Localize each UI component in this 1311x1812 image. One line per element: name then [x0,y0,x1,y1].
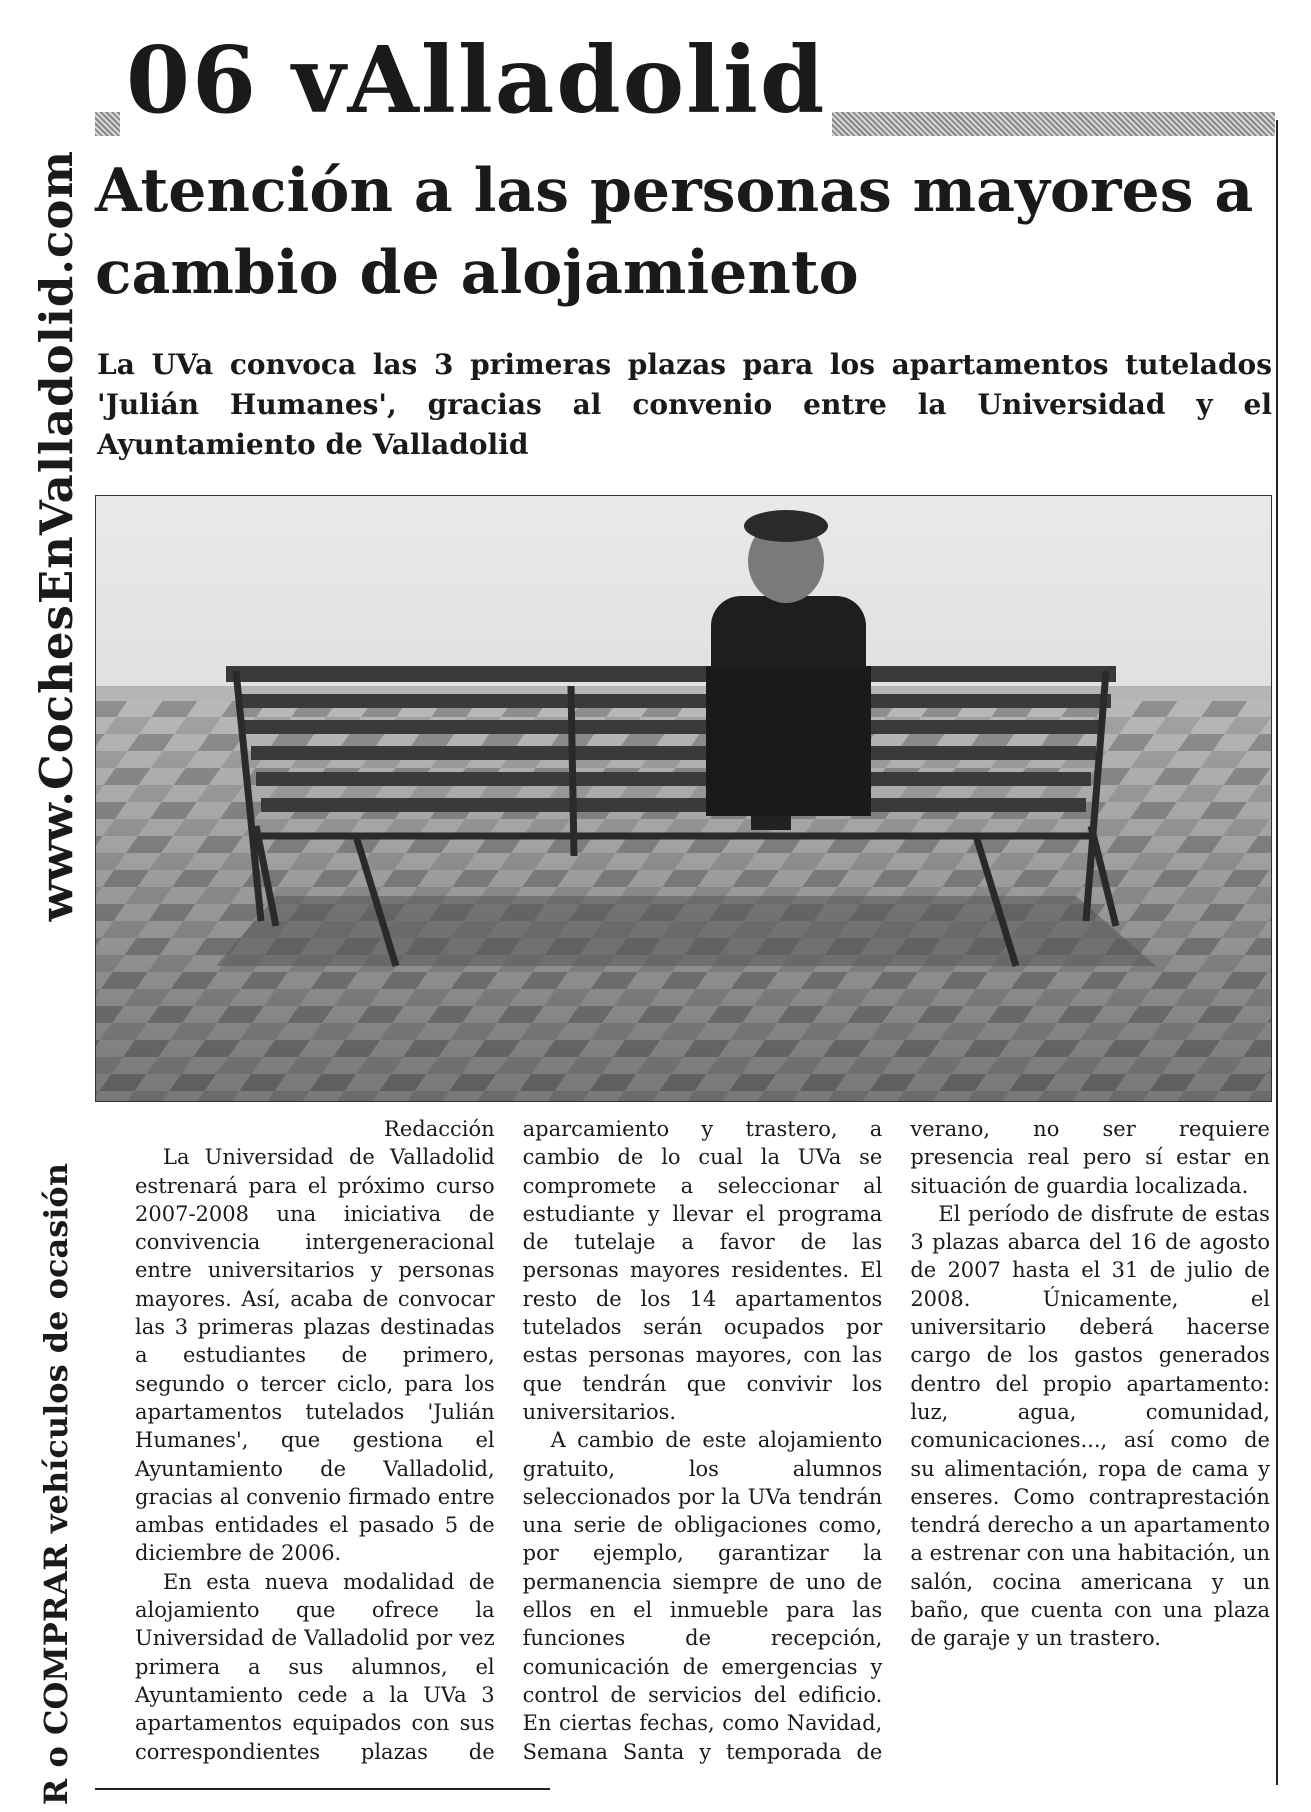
article-headline: Atención a las personas mayores a cambio de alojamiento [95,156,1254,308]
article-paragraph: El período de disfrute de estas 3 plazas abarca del 16 de agosto de 2007 hasta el 31 de julio de 2008. Únicamente, el universitario deberá hacerse cargo de los gastos generados dentro del propio apartamento: luz, agua, comunidad, comunicaciones..., así como de su alimentación, ropa de cama y enseres. Como contraprestación tendrá derecho a un apartamento a estrenar con una habitación, un salón, cocina americana y un baño, que cuenta con una plaza de garaje y un trastero. [910,1201,1270,1651]
section-header [95,20,1275,134]
side-ad-url: www.CochesEnValladolid.com [29,150,83,922]
article-photo [95,495,1272,1102]
side-ad-tagline: R o COMPRAR vehículos de ocasión [37,1162,75,1805]
column-rule [1276,120,1278,1785]
article-byline: Redacción [384,1117,495,1141]
photo-bench-elderly-man [96,496,1271,1101]
article-paragraph: La Universidad de Valladolid estrenará para el próximo curso 2007-2008 una iniciativa de convivencia intergeneracional entre universitarios y personas mayores. Así, acaba de convocar las 3 primeras plazas destinadas a estudiantes de primero, segundo o tercer ciclo, para los apartamentos tutelados 'Julián Humanes', que gestiona el Ayuntamiento de Valladolid, gracias al convenio firmado entre ambas entidades el pasado 5 de diciembre de 2006. [135,1145,495,1566]
article-paragraph: En esta nueva modalidad de alojamiento que ofrece la Universidad de Valladolid por vez primera a sus alumnos, el Ayuntamiento cede a la UVa 3 apartamentos equipados con sus correspondientes plazas de aparcamiento y trastero, a cambio de lo cual la UVa se compromete a seleccionar al estudiante y llevar el programa de tutelaje a favor de las personas mayores residentes. El resto de los 14 apartamentos tutelados serán ocupados por estas personas mayores, con las que tendrán que convivir los universitarios. [135,1117,883,1764]
bottom-rule [95,1788,550,1790]
article-body [135,1115,1270,1775]
article-paragraph: A cambio de este alojamiento gratuito, los alumnos seleccionados por la UVa tendrán una serie de obligaciones como, por ejemplo, garantizar la permanencia siempre de uno de ellos en el inmueble para las funciones de recepción, comunicación de emergencias y control de servicios del edificio. En ciertas fechas, como Navidad, Semana Santa y temporada de verano, no ser requiere presencia real pero sí estar en situación de guardia localizada. [522,1117,1270,1764]
side-advertisement [28,150,84,1805]
section-title: 06 vAlladolid [120,20,832,140]
article-subheadline: La UVa convoca las 3 primeras plazas para los apartamentos tutelados 'Julián Humanes', gracias al convenio entre la Universidad y el Ayuntamiento de Valladolid [97,348,1272,461]
